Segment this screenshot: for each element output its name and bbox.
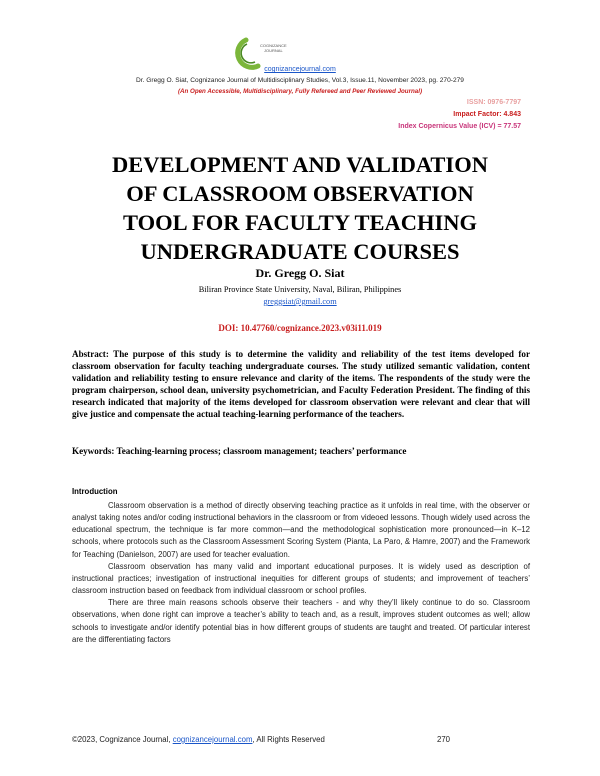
journal-logo-icon [232, 36, 272, 70]
footer-copyright-prefix: ©2023, Cognizance Journal, [72, 735, 171, 744]
title-line: TOOL FOR FACULTY TEACHING [122, 210, 478, 235]
footer-copyright [72, 735, 325, 744]
citation-line: Dr. Gregg O. Siat, Cognizance Journal of Multidisciplinary Studies, Vol.3, Issue.11, November 2023, pg. 270-279 [136, 77, 464, 84]
journal-site-link[interactable]: cognizancejournal.com [264, 66, 336, 73]
title-line: DEVELOPMENT AND VALIDATION [112, 152, 488, 177]
logo-wordmark-line-1: COGNIZANCE [260, 43, 287, 48]
body-paragraph: Classroom observation has many valid and important educational purposes. It is widely used as description of instructional practices; investigation of instructional inequities for different groups of students; and improvement of teachers’ classroom instruction based on feedback from individual classroom or school profiles. [72, 561, 530, 596]
impact-factor: Impact Factor: 4.843 [453, 111, 521, 118]
icv-value: Index Copernicus Value (ICV) = 77.57 [398, 123, 521, 130]
title-line: OF CLASSROOM OBSERVATION [126, 181, 474, 206]
issn: ISSN: 0976-7797 [466, 99, 521, 106]
logo-wordmark-line-2: JOURNAL [264, 47, 283, 53]
footer-rights: , All Rights Reserved [252, 735, 325, 744]
journal-logo [232, 36, 272, 70]
author-affiliation: Biliran Province State University, Naval, Biliran, Philippines [198, 285, 402, 294]
introduction-body [72, 500, 530, 646]
paper-title [0, 150, 600, 266]
access-note: (An Open Accessible, Multidisciplinary, Fully Refereed and Peer Reviewed Journal) [177, 88, 422, 95]
page-number: 270 [437, 735, 451, 744]
footer-site-link[interactable]: cognizancejournal.com [172, 735, 253, 744]
body-paragraph: There are three main reasons schools observe their teachers - and why they’ll likely continue to do so. Classroom observations, when done right can improve a teacher’s ability to teach and, as a result, improves student outcomes as well; allow schools to investigate and/or identify potential bias in how different groups of students are taught and treated. Of particular interest are the differentiating factors [72, 598, 530, 644]
section-heading-introduction: Introduction [72, 487, 118, 496]
abstract: Abstract: The purpose of this study is to determine the validity and reliability of the test items developed for classroom observation for faculty teaching undergraduate courses. The study utilized semantic validation, content validation and reliability testing to ensure relevance and clarity of the items. The respondents of the study were the program chairperson, school dean, university psychometrician, and Faculty Federation President. The finding of this research indicated that majority of the items developed for classroom observation were relevant and clear that will give justice and compensate the actual teaching-learning performance of the teachers. [72, 349, 530, 419]
author-name: Dr. Gregg O. Siat [255, 266, 345, 280]
keywords: Keywords: Teaching-learning process; classroom management; teachers’ performance [72, 446, 407, 456]
title-line: UNDERGRADUATE COURSES [140, 239, 460, 264]
logo-wordmark [260, 44, 287, 53]
body-paragraph: Classroom observation is a method of directly observing teaching practice as it unfolds in real time, with the observer or analyst taking notes and/or coding instructional behaviors in the classroom or from videoed lessons. Though widely used across the educational spectrum, the technique is far more common—and the methodological sophistication more pronounced—in K–12 schools, where protocols such as the Classroom Assessment Scoring System (Pianta, La Paro, & Hamre, 2007) and the Framework for Teaching (Danielson, 2007) are used for teacher evaluation. [72, 501, 530, 559]
author-email[interactable]: greggsiat@gmail.com [263, 297, 337, 306]
doi: DOI: 10.47760/cognizance.2023.v03i11.019 [218, 323, 382, 333]
